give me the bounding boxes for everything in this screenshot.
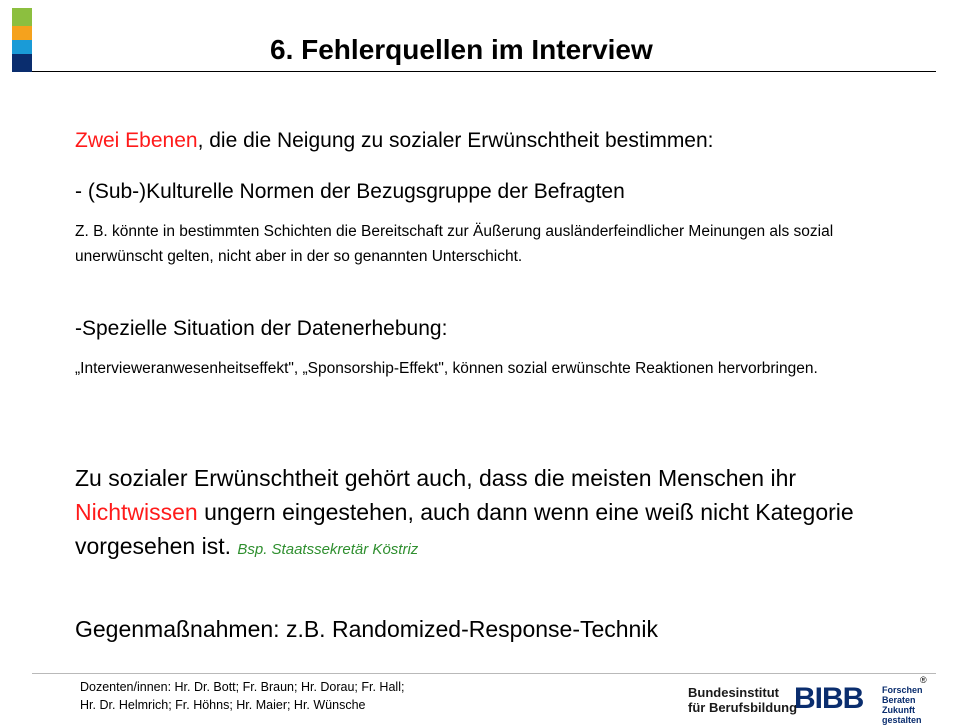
logo-tag-3: Zukunft gestalten [882, 705, 922, 725]
levels-heading [75, 128, 714, 153]
situation-example: „Intervieweranwesenheitseffekt", „Sponsorship-Effekt", können sozial erwünschte Reaktionen hervorbringen. [75, 360, 818, 377]
countermeasures-line: Gegenmaßnahmen: z.B. Randomized-Response-Technik [75, 616, 658, 642]
cultural-norms-line: - (Sub-)Kulturelle Normen der Bezugsgruppe der Befragten [75, 180, 625, 203]
nonknowledge-text-2: ungern eingestehen, auch dann wenn eine weiß nicht Kategorie vorgesehen ist. [75, 499, 854, 559]
accent-bar-orange [12, 26, 32, 40]
logo-inst-line-1: Bundesinstitut [688, 685, 779, 700]
lecturers-line-2: Hr. Dr. Helmrich; Fr. Höhns; Hr. Maier; Hr. Wünsche [80, 698, 366, 712]
title-divider [32, 71, 936, 72]
registered-mark: ® [920, 675, 927, 685]
nonknowledge-paragraph [75, 461, 905, 567]
situation-line: -Spezielle Situation der Datenerhebung: [75, 317, 448, 340]
slide-title: 6. Fehlerquellen im Interview [270, 34, 653, 65]
logo-inst-line-2: für Berufsbildung [688, 700, 798, 715]
logo-mark: BIBB [794, 682, 864, 715]
bibb-logo [688, 682, 950, 725]
nonknowledge-text-1: Zu sozialer Erwünschtheit gehört auch, dass die meisten Menschen ihr [75, 465, 797, 491]
logo-tag-1: Forschen [882, 685, 923, 695]
cultural-norms-example: Z. B. könnte in bestimmten Schichten die Bereitschaft zur Äußerung ausländerfeindlicher Meinungen als sozial unerwünscht gelten, nicht aber in der so genannten Unterschicht. [75, 223, 834, 265]
footer-divider [32, 673, 936, 674]
nonknowledge-highlight: Nichtwissen [75, 499, 198, 525]
levels-highlight: Zwei Ebenen [75, 129, 198, 152]
accent-bar-green [12, 8, 32, 26]
lecturers-line-1: Dozenten/innen: Hr. Dr. Bott; Fr. Braun; Hr. Dorau; Fr. Hall; [80, 680, 405, 694]
logo-institute-name [688, 685, 797, 715]
levels-text: , die die Neigung zu sozialer Erwünschtheit bestimmen: [197, 129, 714, 152]
example-reference: Bsp. Staatssekretär Köstriz [237, 541, 419, 558]
accent-bar-blue [12, 40, 32, 54]
logo-tagline [882, 685, 950, 725]
logo-tag-2: Beraten [882, 695, 916, 705]
accent-bar-navy [12, 54, 32, 72]
lecturers-footer [80, 678, 404, 714]
